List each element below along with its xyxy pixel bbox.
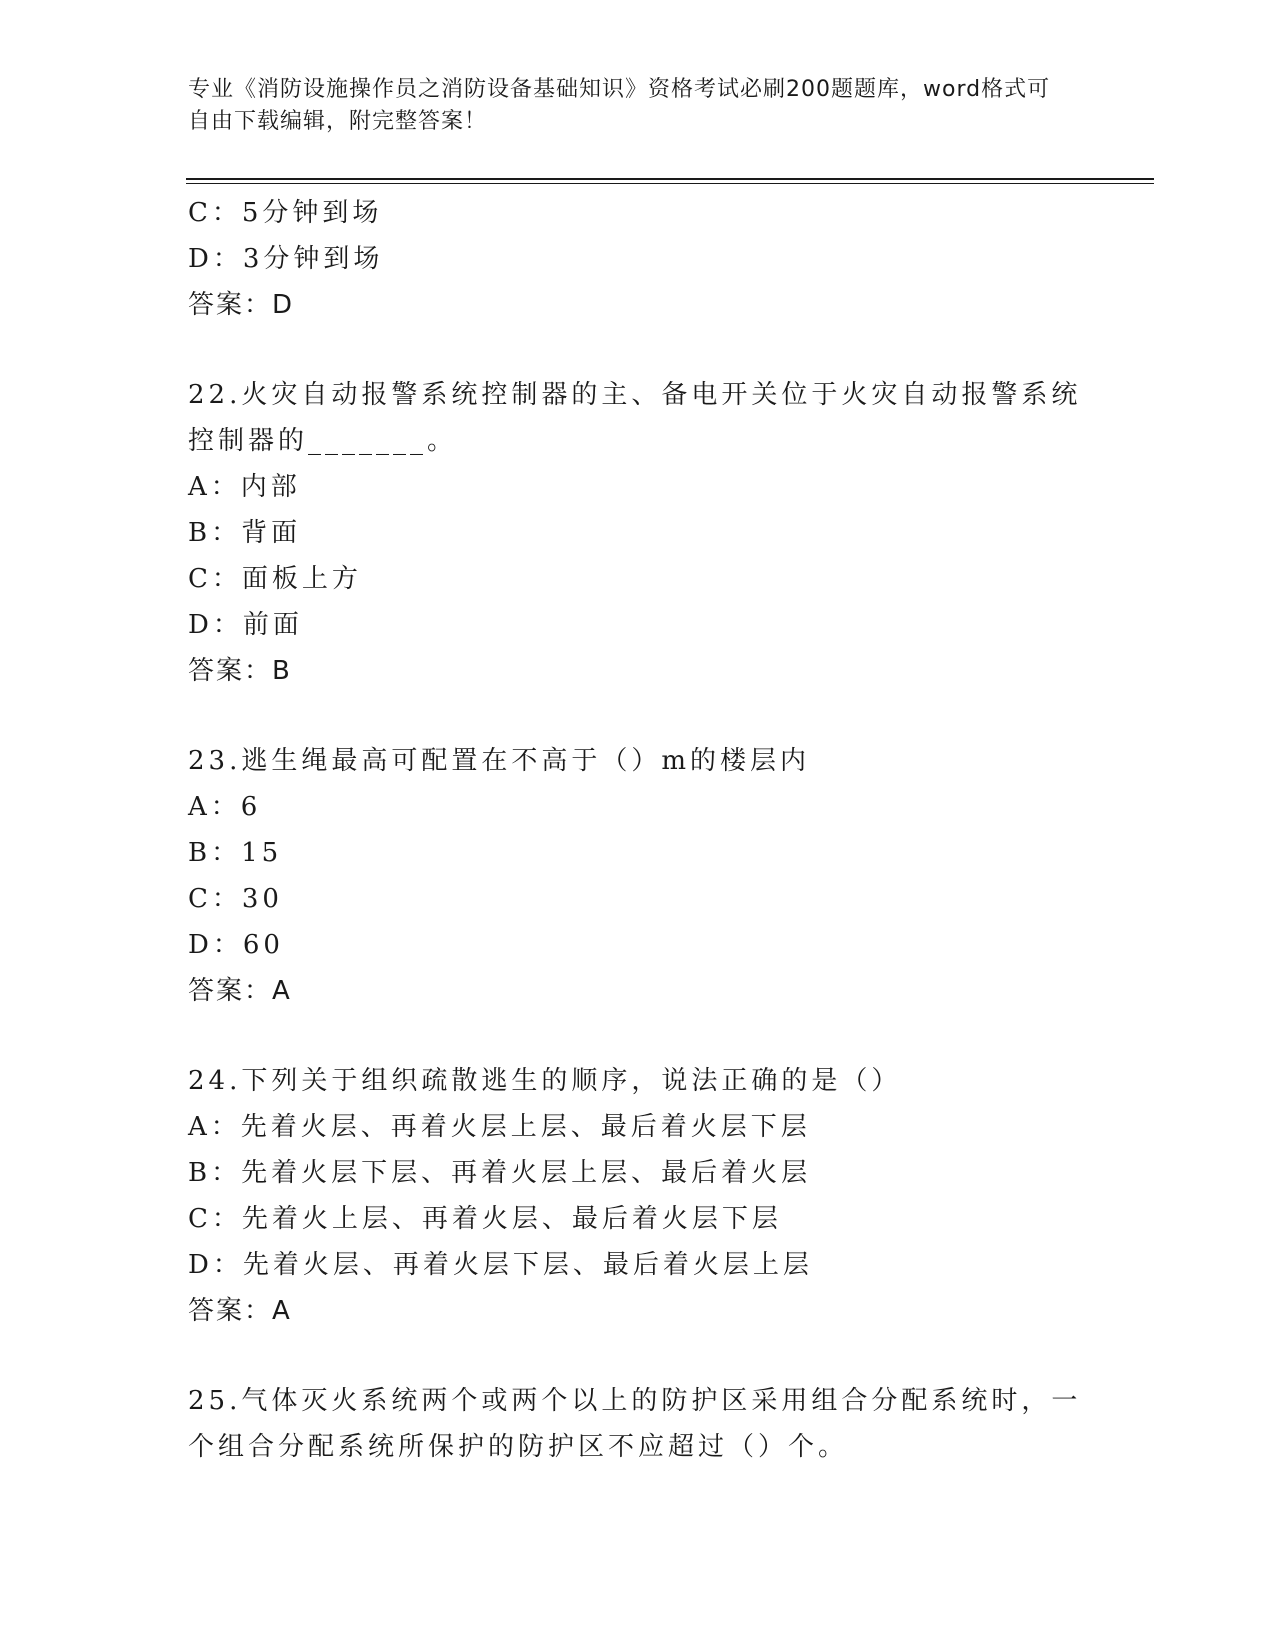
question-stem: 25.气体灭火系统两个或两个以上的防护区采用组合分配系统时，一个组合分配系统所保护的防护区不应超过（）个。 <box>188 1386 1082 1462</box>
question-22 <box>188 372 1088 694</box>
question-23 <box>188 738 1088 1014</box>
option-a: A：6 <box>188 792 262 822</box>
question-24 <box>188 1058 1088 1334</box>
option-a: A：先着火层、再着火层上层、最后着火层下层 <box>188 1112 811 1142</box>
question-stem: 23.逃生绳最高可配置在不高于（）m的楼层内 <box>188 746 811 776</box>
answer-label: 答案：A <box>188 1296 292 1326</box>
option-d: D：前面 <box>188 610 303 640</box>
option-c: C：30 <box>188 884 283 914</box>
option-d: D：先着火层、再着火层下层、最后着火层上层 <box>188 1250 813 1280</box>
answer-label: 答案：B <box>188 656 292 686</box>
option-a: A：内部 <box>188 472 301 502</box>
answer-label: 答案：A <box>188 976 292 1006</box>
header-divider-thick <box>186 178 1154 180</box>
question-stem: 22.火灾自动报警系统控制器的主、备电开关位于火灾自动报警系统控制器的_______。 <box>188 380 1082 456</box>
question-stem: 24.下列关于组织疏散逃生的顺序，说法正确的是（） <box>188 1066 902 1096</box>
option-c: C：面板上方 <box>188 564 362 594</box>
document-header <box>188 74 1068 138</box>
option-d: D：60 <box>188 930 284 960</box>
header-title: 专业《消防设施操作员之消防设备基础知识》资格考试必刷200题题库，word格式可自由下载编辑，附完整答案！ <box>188 77 1051 134</box>
option-b: B：15 <box>188 838 283 868</box>
option-c: C：先着火上层、再着火层、最后着火层下层 <box>188 1204 782 1234</box>
option-c: C：5分钟到场 <box>188 198 383 228</box>
option-b: B：先着火层下层、再着火层上层、最后着火层 <box>188 1158 812 1188</box>
question-21-tail <box>188 190 1088 328</box>
question-list <box>188 190 1088 1470</box>
option-b: B：背面 <box>188 518 302 548</box>
answer-label: 答案：D <box>188 290 295 320</box>
header-divider-thin <box>186 183 1154 184</box>
question-25 <box>188 1378 1088 1470</box>
option-d: D：3分钟到场 <box>188 244 384 274</box>
